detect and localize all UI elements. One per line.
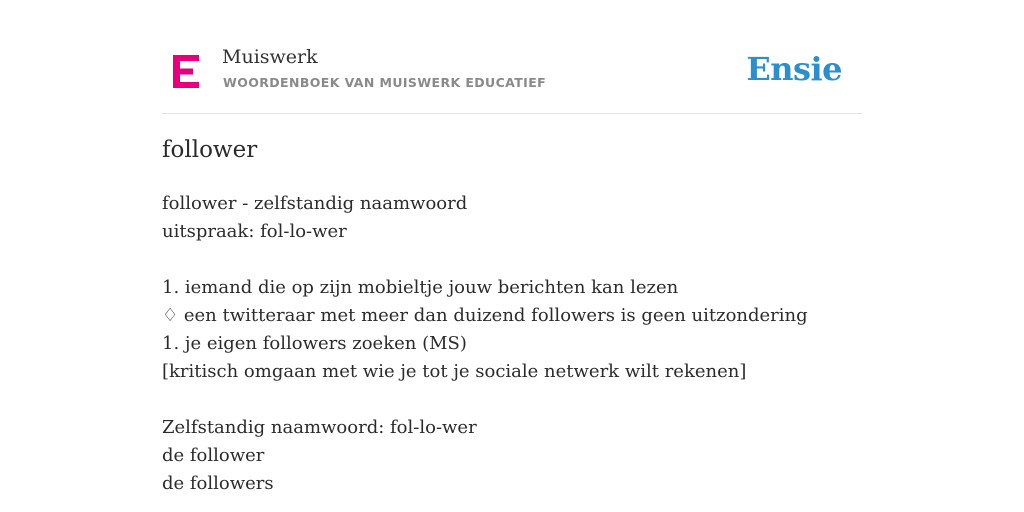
- entry-line-singular: de follower: [162, 445, 265, 466]
- entry-line-meaning: 1. iemand die op zijn mobieltje jouw berichten kan lezen: [162, 277, 679, 298]
- entry-line-pronunciation: uitspraak: fol-lo-wer: [162, 221, 347, 242]
- entry-spacer: [162, 246, 808, 274]
- entry-line-explanation: [kritisch omgaan met wie je tot je sociale netwerk wilt rekenen]: [162, 361, 747, 382]
- muiswerk-logo-icon[interactable]: [173, 55, 201, 88]
- entry-line-plural: de followers: [162, 473, 274, 494]
- page: [162, 0, 862, 494]
- entry-line-example: ♢ een twitteraar met meer dan duizend followers is geen uitzondering: [162, 305, 808, 326]
- brand-subtitle: WOORDENBOEK VAN MUISWERK EDUCATIEF: [223, 75, 547, 90]
- ensie-home-link[interactable]: Ensie: [746, 50, 842, 88]
- entry-line-noun-syllables: Zelfstandig naamwoord: fol-lo-wer: [162, 417, 477, 438]
- brand-name[interactable]: Muiswerk: [222, 46, 318, 68]
- entry-line-expression: 1. je eigen followers zoeken (MS): [162, 333, 467, 354]
- entry-line-word-class: follower - zelfstandig naamwoord: [162, 193, 468, 214]
- site-header: [162, 0, 862, 114]
- entry-definition: [162, 190, 808, 498]
- entry-spacer: [162, 386, 808, 414]
- entry-title: follower: [162, 137, 258, 163]
